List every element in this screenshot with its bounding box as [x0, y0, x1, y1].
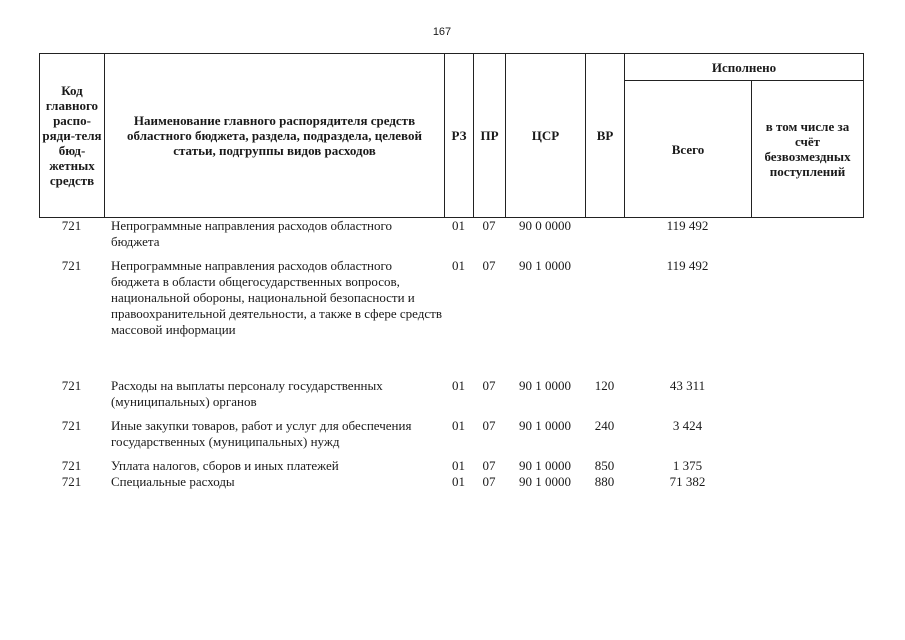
cell-vr: [585, 258, 624, 338]
cell-code: 721: [61, 378, 82, 393]
spacer-cell: [39, 410, 863, 418]
header-code: Код главного распо-ряди-теля бюд-жетных средств: [40, 54, 105, 218]
cell-code: 721: [61, 258, 82, 273]
cell-rz: 01: [452, 474, 465, 489]
cell-total: 119 492: [666, 218, 709, 233]
cell-gratuitous: [751, 378, 863, 410]
cell-total: 1 375: [672, 458, 703, 473]
table-row: [39, 474, 863, 490]
row-spacer: [39, 338, 863, 378]
cell-name: Расходы на выплаты персоналу государственных (муниципальных) органов: [111, 378, 383, 409]
cell-name: Специальные расходы: [111, 474, 235, 489]
cell-name: Непрограммные направления расходов областного бюджета: [111, 218, 392, 249]
header-name: Наименование главного распорядителя средств областного бюджета, раздела, подраздела, целевой статьи, подгруппы видов расходов: [105, 54, 445, 218]
header-gratuitous: в том числе за счёт безвозмездных поступлений: [752, 81, 864, 218]
cell-rz: 01: [452, 378, 465, 393]
cell-csr: 90 1 0000: [519, 378, 571, 393]
spacer-cell: [39, 250, 863, 258]
spacer-cell: [39, 338, 863, 378]
cell-csr: 90 1 0000: [519, 474, 571, 489]
cell-code: 721: [61, 458, 82, 473]
cell-name: Уплата налогов, сборов и иных платежей: [111, 458, 339, 473]
cell-total: 43 311: [669, 378, 706, 393]
cell-total: 119 492: [666, 258, 709, 273]
cell-pr: 07: [482, 474, 496, 489]
cell-pr: 07: [482, 258, 496, 273]
row-spacer: [39, 450, 863, 458]
cell-gratuitous: [751, 474, 863, 490]
cell-csr: 90 1 0000: [519, 458, 571, 473]
cell-name: Иные закупки товаров, работ и услуг для обеспечения государственных (муниципальных) нужд: [111, 418, 412, 449]
table-row: [39, 418, 863, 450]
cell-vr: [585, 218, 624, 250]
cell-vr: 880: [594, 474, 615, 489]
spacer-cell: [39, 450, 863, 458]
cell-csr: 90 1 0000: [519, 258, 571, 273]
header-total: Всего: [625, 81, 752, 218]
header-vr: ВР: [586, 54, 625, 218]
cell-rz: 01: [452, 418, 465, 433]
cell-rz: 01: [452, 218, 465, 233]
table-row: [39, 458, 863, 474]
cell-vr: 240: [594, 418, 615, 433]
cell-vr: 850: [594, 458, 615, 473]
cell-code: 721: [61, 218, 82, 233]
cell-gratuitous: [751, 418, 863, 450]
header-executed: Исполнено: [625, 54, 864, 81]
row-spacer: [39, 410, 863, 418]
cell-csr: 90 0 0000: [519, 218, 571, 233]
cell-rz: 01: [452, 258, 465, 273]
header-csr: ЦСР: [506, 54, 586, 218]
cell-total: 71 382: [669, 474, 706, 489]
header-pr: ПР: [474, 54, 506, 218]
cell-rz: 01: [452, 458, 465, 473]
cell-gratuitous: [751, 218, 863, 250]
cell-name: Непрограммные направления расходов областного бюджета в области общегосударственных вопросов, национальной обороны, национальной безопасности и правоохранительной деятельности, а также в сфере средств массовой информации: [111, 258, 442, 337]
header-rz: РЗ: [445, 54, 474, 218]
cell-gratuitous: [751, 458, 863, 474]
cell-gratuitous: [751, 258, 863, 338]
table-row: [39, 218, 863, 250]
table-header: [39, 53, 864, 218]
table-row: [39, 378, 863, 410]
cell-pr: 07: [482, 378, 496, 393]
row-spacer: [39, 250, 863, 258]
cell-pr: 07: [482, 418, 496, 433]
cell-vr: 120: [594, 378, 615, 393]
cell-code: 721: [61, 418, 82, 433]
table-body: [39, 218, 863, 490]
cell-code: 721: [61, 474, 82, 489]
cell-pr: 07: [482, 218, 496, 233]
cell-total: 3 424: [672, 418, 703, 433]
cell-pr: 07: [482, 458, 496, 473]
page-number: 167: [432, 26, 452, 38]
table-row: [39, 258, 863, 338]
cell-csr: 90 1 0000: [519, 418, 571, 433]
